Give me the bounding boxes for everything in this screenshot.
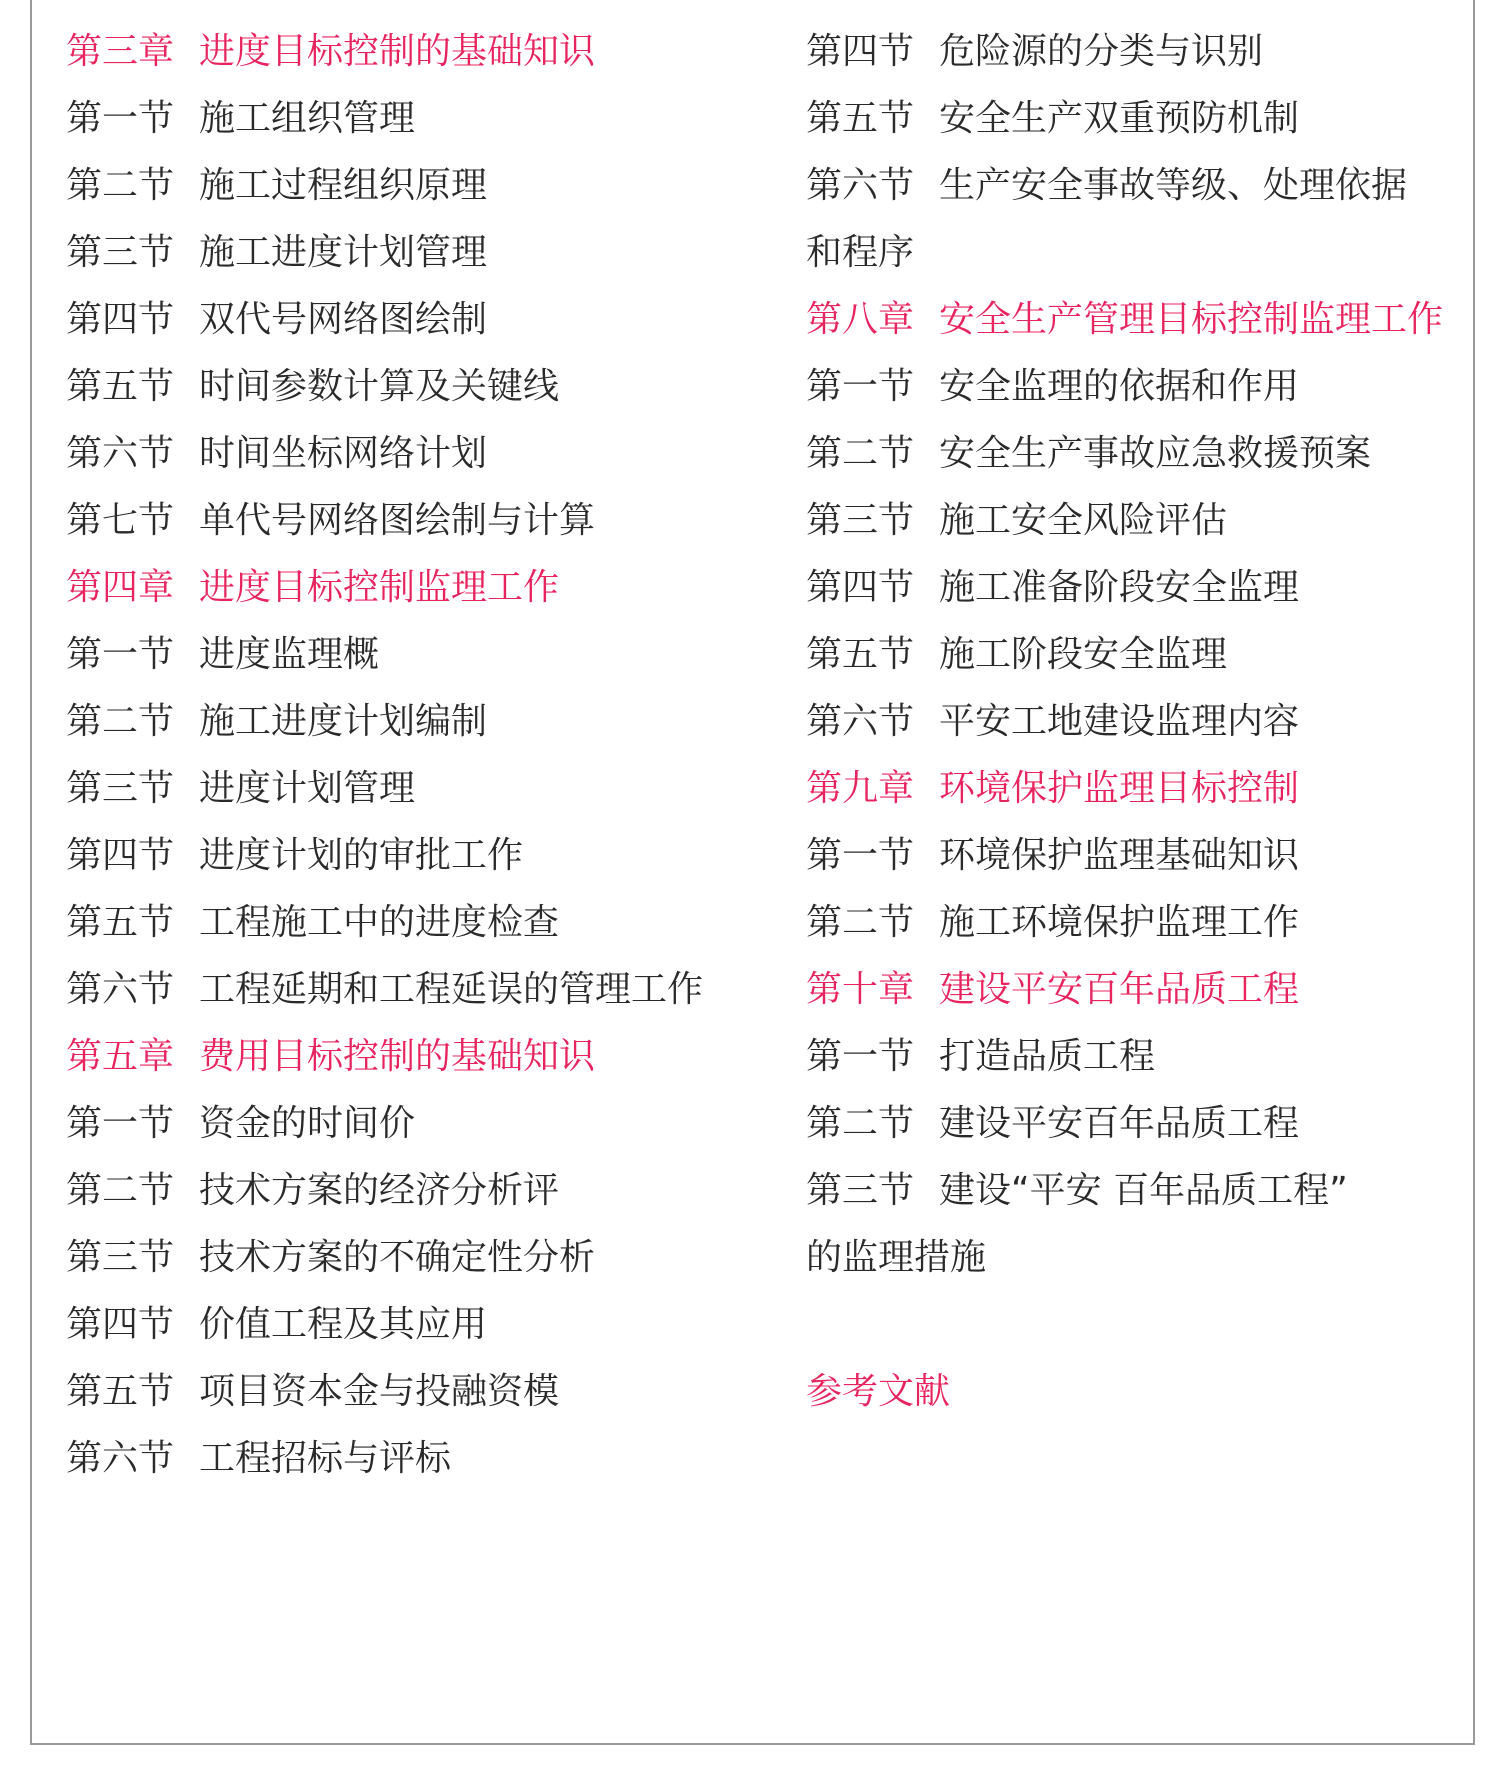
toc-entry-title: 安全生产管理目标控制监理工作 xyxy=(939,299,1444,340)
toc-section-entry[interactable] xyxy=(66,298,487,342)
toc-section-entry[interactable] xyxy=(806,365,1299,409)
toc-section-entry[interactable] xyxy=(806,1169,1348,1213)
toc-section-entry[interactable] xyxy=(806,432,1371,476)
toc-entry-title: 建设“平安 百年品质工程” xyxy=(939,1170,1348,1211)
toc-entry-number: 第三节 xyxy=(806,1170,915,1211)
toc-entry-title: 参考文献 xyxy=(806,1371,951,1412)
toc-entry-number: 第二节 xyxy=(66,1170,175,1211)
toc-entry-title: 双代号网络图绘制 xyxy=(199,299,488,340)
toc-entry-title: 环境保护监理目标控制 xyxy=(939,768,1300,809)
toc-entry-title: 建设平安百年品质工程 xyxy=(939,969,1300,1010)
toc-entry-title: 费用目标控制的基础知识 xyxy=(199,1036,596,1077)
toc-section-entry[interactable] xyxy=(66,432,487,476)
toc-entry-number: 第二节 xyxy=(806,1103,915,1144)
toc-entry-number: 第十章 xyxy=(806,969,915,1010)
toc-entry-number: 第一节 xyxy=(66,1103,175,1144)
toc-section-entry[interactable] xyxy=(806,1035,1155,1079)
toc-entry-title: 平安工地建设监理内容 xyxy=(939,701,1300,742)
toc-section-entry[interactable] xyxy=(66,1303,487,1347)
toc-section-entry[interactable] xyxy=(66,1169,559,1213)
toc-chapter-entry[interactable] xyxy=(806,767,1299,811)
toc-section-entry[interactable] xyxy=(806,97,1299,141)
toc-section-entry[interactable] xyxy=(66,365,559,409)
toc-section-entry[interactable] xyxy=(806,834,1299,878)
toc-section-entry[interactable] xyxy=(66,499,595,543)
toc-entry-number: 第三节 xyxy=(66,1237,175,1278)
toc-entry-title: 时间参数计算及关键线 xyxy=(199,366,560,407)
toc-chapter-entry[interactable] xyxy=(66,1035,595,1079)
toc-entry-title: 单代号网络图绘制与计算 xyxy=(199,500,596,541)
toc-entry-number: 第八章 xyxy=(806,299,915,340)
toc-entry-title: 资金的时间价 xyxy=(199,1103,416,1144)
toc-entry-title: 进度监理概 xyxy=(199,634,380,675)
toc-section-entry[interactable] xyxy=(66,1102,415,1146)
toc-entry-number: 第五节 xyxy=(806,98,915,139)
toc-section-entry[interactable] xyxy=(66,700,487,744)
toc-entry-number: 第五节 xyxy=(66,366,175,407)
toc-entry-title: 工程招标与评标 xyxy=(199,1438,452,1479)
toc-chapter-entry[interactable] xyxy=(806,1370,950,1414)
toc-section-entry[interactable] xyxy=(806,566,1299,610)
toc-entry-title: 技术方案的经济分析评 xyxy=(199,1170,560,1211)
toc-entry-number: 第五章 xyxy=(66,1036,175,1077)
toc-entry-title: 的监理措施 xyxy=(806,1237,987,1278)
toc-entry-title: 建设平安百年品质工程 xyxy=(939,1103,1300,1144)
toc-entry-number: 第六节 xyxy=(806,701,915,742)
toc-entry-number: 第一节 xyxy=(806,835,915,876)
toc-section-entry[interactable] xyxy=(806,499,1227,543)
toc-entry-number: 第一节 xyxy=(66,98,175,139)
toc-section-entry[interactable] xyxy=(66,834,523,878)
toc-entry-number: 第四节 xyxy=(806,31,915,72)
toc-entry-title: 施工阶段安全监理 xyxy=(939,634,1228,675)
toc-entry-title: 施工过程组织原理 xyxy=(199,165,488,206)
toc-entry-number: 第五节 xyxy=(66,902,175,943)
toc-chapter-entry[interactable] xyxy=(66,30,595,74)
toc-entry-number: 第四节 xyxy=(66,299,175,340)
toc-entry-number: 第一节 xyxy=(66,634,175,675)
toc-entry-title: 技术方案的不确定性分析 xyxy=(199,1237,596,1278)
toc-section-entry[interactable] xyxy=(66,1437,451,1481)
toc-entry-number: 第六节 xyxy=(66,433,175,474)
toc-entry-title: 打造品质工程 xyxy=(939,1036,1156,1077)
toc-section-entry[interactable] xyxy=(66,231,487,275)
toc-chapter-entry[interactable] xyxy=(66,566,559,610)
toc-entry-number: 第四节 xyxy=(806,567,915,608)
toc-entry-number: 第四章 xyxy=(66,567,175,608)
toc-section-entry[interactable] xyxy=(66,767,415,811)
toc-entry-number: 第二节 xyxy=(66,165,175,206)
toc-entry-title: 进度目标控制监理工作 xyxy=(199,567,560,608)
toc-entry-number: 第四节 xyxy=(66,835,175,876)
toc-chapter-entry[interactable] xyxy=(806,298,1443,342)
toc-entry-title: 施工组织管理 xyxy=(199,98,416,139)
toc-entry-number: 第三节 xyxy=(806,500,915,541)
toc-entry-title: 环境保护监理基础知识 xyxy=(939,835,1300,876)
toc-frame xyxy=(30,0,1475,1745)
toc-section-entry[interactable] xyxy=(66,901,559,945)
toc-entry-continuation[interactable] xyxy=(806,231,914,275)
toc-section-entry[interactable] xyxy=(806,1102,1299,1146)
toc-entry-continuation[interactable] xyxy=(806,1236,986,1280)
toc-entry-number: 第六节 xyxy=(66,969,175,1010)
toc-entry-title: 安全生产双重预防机制 xyxy=(939,98,1300,139)
toc-section-entry[interactable] xyxy=(806,30,1263,74)
toc-entry-number: 第九章 xyxy=(806,768,915,809)
toc-entry-title: 危险源的分类与识别 xyxy=(939,31,1264,72)
toc-entry-number: 第二节 xyxy=(806,433,915,474)
toc-chapter-entry[interactable] xyxy=(806,968,1299,1012)
toc-section-entry[interactable] xyxy=(66,164,487,208)
toc-section-entry[interactable] xyxy=(66,97,415,141)
toc-entry-title: 施工安全风险评估 xyxy=(939,500,1228,541)
toc-section-entry[interactable] xyxy=(806,633,1227,677)
toc-entry-number: 第三章 xyxy=(66,31,175,72)
toc-section-entry[interactable] xyxy=(806,700,1299,744)
toc-entry-title: 生产安全事故等级、处理依据 xyxy=(939,165,1408,206)
toc-section-entry[interactable] xyxy=(66,1236,595,1280)
toc-entry-title: 进度计划的审批工作 xyxy=(199,835,524,876)
toc-entry-title: 项目资本金与投融资模 xyxy=(199,1371,560,1412)
toc-entry-number: 第四节 xyxy=(66,1304,175,1345)
toc-section-entry[interactable] xyxy=(806,901,1299,945)
toc-entry-number: 第五节 xyxy=(806,634,915,675)
toc-entry-number: 第二节 xyxy=(66,701,175,742)
toc-entry-number: 第一节 xyxy=(806,1036,915,1077)
toc-entry-title: 施工进度计划管理 xyxy=(199,232,488,273)
toc-entry-title: 工程施工中的进度检查 xyxy=(199,902,560,943)
toc-entry-number: 第七节 xyxy=(66,500,175,541)
toc-entry-title: 施工环境保护监理工作 xyxy=(939,902,1300,943)
toc-entry-title: 时间坐标网络计划 xyxy=(199,433,488,474)
toc-section-entry[interactable] xyxy=(66,968,703,1012)
toc-entry-title: 施工准备阶段安全监理 xyxy=(939,567,1300,608)
toc-entry-title: 和程序 xyxy=(806,232,915,273)
toc-entry-title: 进度计划管理 xyxy=(199,768,416,809)
toc-entry-number: 第一节 xyxy=(806,366,915,407)
toc-entry-title: 安全监理的依据和作用 xyxy=(939,366,1300,407)
toc-section-entry[interactable] xyxy=(66,1370,559,1414)
toc-entry-number: 第二节 xyxy=(806,902,915,943)
toc-entry-title: 施工进度计划编制 xyxy=(199,701,488,742)
toc-entry-title: 安全生产事故应急救援预案 xyxy=(939,433,1372,474)
toc-entry-number: 第三节 xyxy=(66,232,175,273)
toc-section-entry[interactable] xyxy=(806,164,1407,208)
toc-entry-title: 进度目标控制的基础知识 xyxy=(199,31,596,72)
toc-entry-number: 第五节 xyxy=(66,1371,175,1412)
toc-entry-number: 第三节 xyxy=(66,768,175,809)
toc-entry-number: 第六节 xyxy=(806,165,915,206)
toc-entry-title: 工程延期和工程延误的管理工作 xyxy=(199,969,704,1010)
toc-section-entry[interactable] xyxy=(66,633,379,677)
toc-entry-number: 第六节 xyxy=(66,1438,175,1479)
toc-entry-title: 价值工程及其应用 xyxy=(199,1304,488,1345)
